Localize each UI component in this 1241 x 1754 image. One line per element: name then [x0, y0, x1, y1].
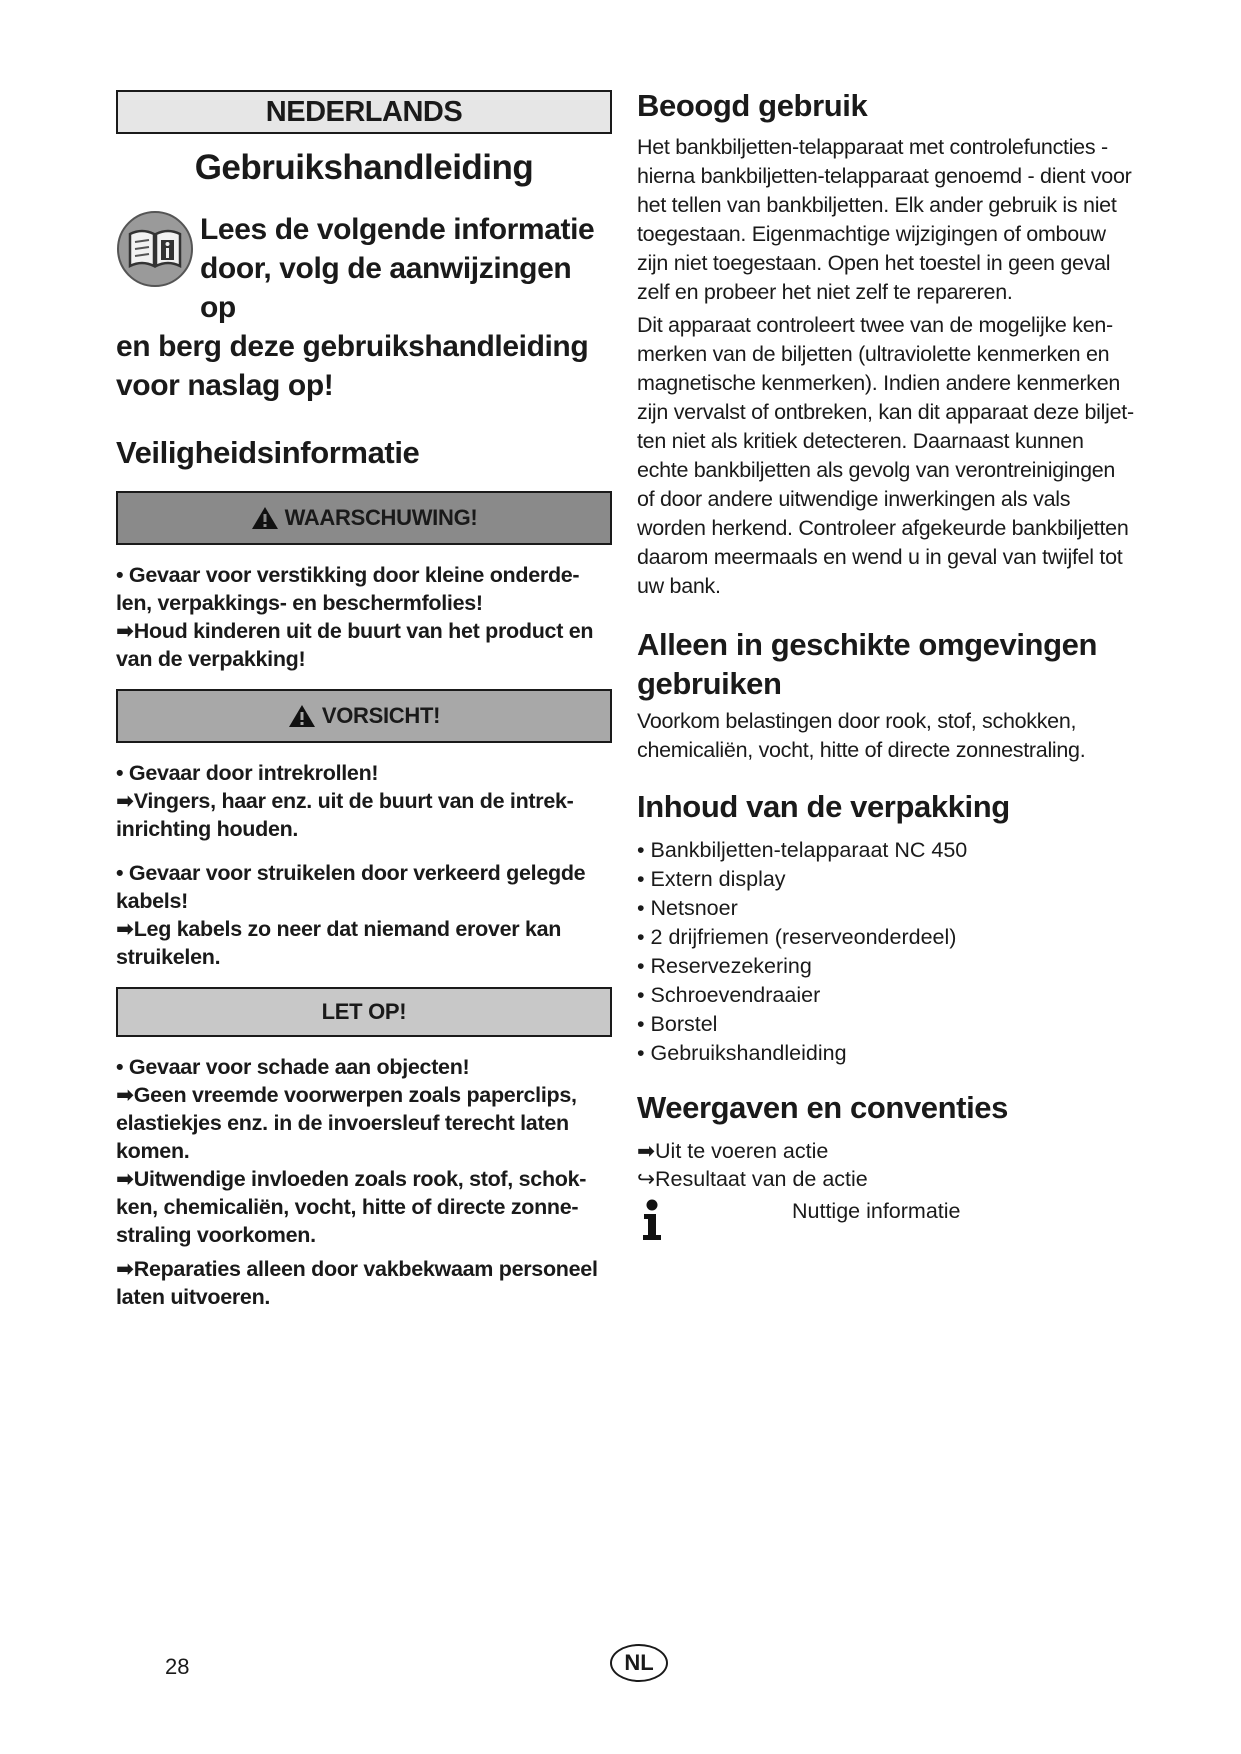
list-item: • Schroevendraaier — [637, 981, 1137, 1010]
page-title: Gebruikshandleiding — [194, 148, 534, 187]
intended-use-heading: Beoogd gebruik — [637, 88, 868, 123]
list-item: • Borstel — [637, 1010, 1137, 1039]
list-item: • Gebruikshandleiding — [637, 1039, 1137, 1068]
arrow-right-icon: ➡ — [116, 1257, 134, 1281]
caution-action-2: ➡Leg kabels zo neer dat niemand erover kan — [116, 917, 562, 941]
intro-line-1: Lees de volgende informatie — [200, 213, 595, 246]
warning-action: ➡Houd kinderen uit de buurt van het product en — [116, 619, 594, 643]
warning-hazard-line-1: • Gevaar voor verstikking door kleine onderde- — [116, 563, 580, 587]
contents-heading: Inhoud van de verpakking — [637, 789, 1010, 824]
safety-heading: Veiligheidsinformatie — [116, 435, 420, 470]
caution-hazard-2-line-2: kabels! — [116, 889, 188, 913]
warning-triangle-icon — [251, 506, 279, 530]
arrow-right-icon: ➡ — [116, 1083, 134, 1107]
conventions-heading: Weergaven en conventies — [637, 1090, 1008, 1125]
caution-box — [116, 689, 612, 743]
warning-triangle-icon — [288, 704, 316, 728]
convention-result: ↪Resultaat van de actie — [637, 1167, 868, 1191]
info-icon — [639, 1199, 665, 1241]
notice-label: LET OP! — [321, 999, 407, 1024]
warning-box — [116, 491, 612, 545]
environment-heading: Alleen in geschikte omgevingen gebruiken — [637, 627, 1098, 701]
convention-info — [637, 1197, 1137, 1247]
arrow-right-icon: ➡ — [116, 1167, 134, 1191]
arrow-right-icon: ➡ — [637, 1139, 656, 1163]
arrow-right-icon: ➡ — [116, 619, 134, 643]
language-label: NEDERLANDS — [265, 95, 463, 128]
notice-action-2-line-2: ken, chemicaliën, vocht, hitte of directe zonne- — [116, 1195, 579, 1219]
notice-action-3-line-2: laten uitvoeren. — [116, 1285, 271, 1309]
convention-action: ➡Uit te voeren actie — [637, 1139, 829, 1163]
list-item: • Netsnoer — [637, 894, 1137, 923]
notice-box — [116, 987, 612, 1037]
warning-hazard-line-2: len, verpakkings- en beschermfolies! — [116, 591, 483, 615]
info-text: Nuttige informatie — [792, 1199, 961, 1223]
list-item: • Reservezekering — [637, 952, 1137, 981]
arrow-right-icon: ➡ — [116, 789, 134, 813]
intended-use-paragraph-2: Dit apparaat controleert twee van de mogelijke ken- merken van de biljetten (ultraviolette kenmerken en magnetische kenmerken). Indien andere kenmerken zijn vervalst of ontbreken, kan dit apparaat deze biljet- ten niet als kritiek detecteren. Daarnaast kunnen echte bankbiljetten als gevolg van verontreinigingen of door andere uitwendige inwerkingen als vals worden herkend. Controleer afgekeurde bankbiljetten daarom meermaals en wend u in geval van twijfel tot uw bank. — [637, 313, 1134, 598]
notice-action-1: ➡Geen vreemde voorwerpen zoals paperclips, — [116, 1083, 577, 1107]
notice-hazard: • Gevaar voor schade aan objecten! — [116, 1055, 470, 1079]
intro-notice — [116, 210, 612, 405]
list-item: • Bankbiljetten-telapparaat NC 450 — [637, 836, 1137, 865]
language-header — [116, 90, 612, 134]
list-item: • Extern display — [637, 865, 1137, 894]
intro-line-4: voor naslag op! — [116, 369, 334, 402]
notice-action-1-line-2: elastiekjes enz. in de invoersleuf terecht laten — [116, 1111, 569, 1135]
notice-action-2-line-3: straling voorkomen. — [116, 1223, 316, 1247]
environment-text: Voorkom belastingen door rook, stof, schokken, chemicaliën, vocht, hitte of directe zonnestraling. — [637, 709, 1086, 762]
caution-action-1-line-2: inrichting houden. — [116, 817, 299, 841]
language-badge: NL — [610, 1644, 668, 1682]
intro-line-3: en berg deze gebruikshandleiding — [116, 330, 589, 363]
result-arrow-icon: ↪ — [637, 1167, 656, 1191]
arrow-right-icon: ➡ — [116, 917, 134, 941]
read-manual-icon — [116, 210, 196, 290]
page-number: 28 — [165, 1654, 190, 1679]
left-column — [116, 90, 612, 1311]
notice-action-3: ➡Reparaties alleen door vakbekwaam personeel — [116, 1257, 598, 1281]
notice-action-2: ➡Uitwendige invloeden zoals rook, stof, schok- — [116, 1167, 587, 1191]
warning-action-line-2: van de verpakking! — [116, 647, 306, 671]
intended-use-paragraph-1: Het bankbiljetten-telapparaat met controlefuncties - hierna bankbiljetten-telapparaat genoemd - dient voor het tellen van bankbiljetten. Elk ander gebruik is niet toegestaan. Eigenmachtige wijzigingen of ombouw zijn niet toegestaan. Open het toestel in geen geval zelf en probeer het niet zelf te repareren. — [637, 135, 1132, 304]
contents-list — [637, 836, 1137, 1068]
caution-hazard-1: • Gevaar door intrekrollen! — [116, 761, 379, 785]
right-column — [637, 86, 1137, 1247]
caution-action-2-line-2: struikelen. — [116, 945, 221, 969]
caution-hazard-2: • Gevaar voor struikelen door verkeerd gelegde — [116, 861, 586, 885]
list-item: • 2 drijfriemen (reserveonderdeel) — [637, 923, 1137, 952]
caution-action-1: ➡Vingers, haar enz. uit de buurt van de intrek- — [116, 789, 574, 813]
caution-label: VORSICHT! — [321, 703, 441, 728]
intro-line-2: door, volg de aanwijzingen op — [200, 252, 572, 324]
warning-label: WAARSCHUWING! — [284, 505, 478, 530]
notice-action-1-line-3: komen. — [116, 1139, 190, 1163]
